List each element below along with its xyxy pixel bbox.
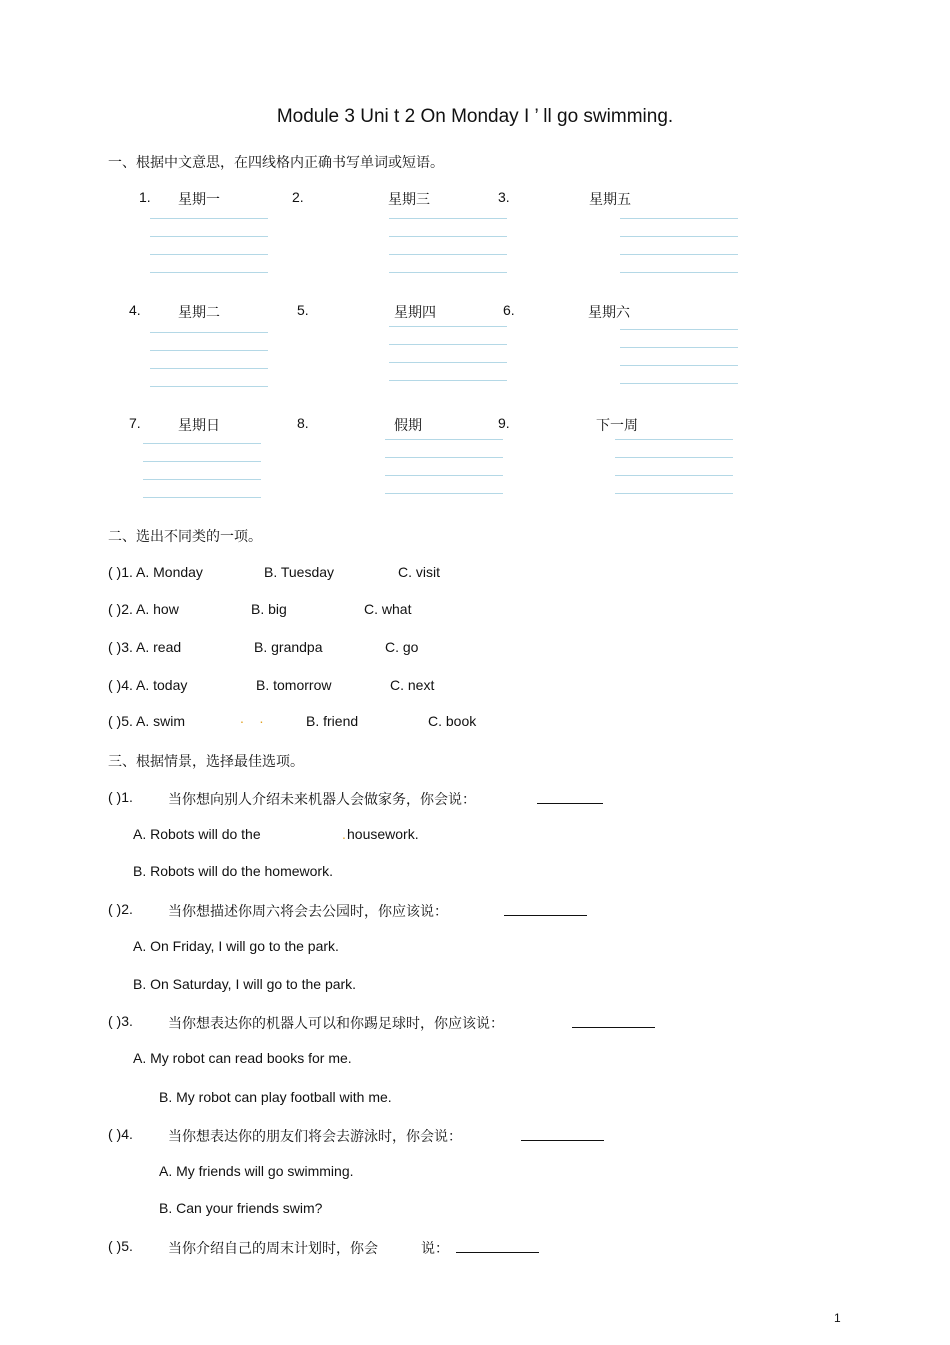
question-number: ( )4.: [108, 1126, 133, 1142]
item-word: 下一周: [596, 417, 638, 433]
option-b: B. friend: [306, 713, 359, 729]
option-a: A. My robot can read books for me.: [133, 1050, 352, 1066]
page-title: Module 3 Uni t 2 On Monday I ’ ll go swimming.: [276, 106, 674, 127]
four-line-grid[interactable]: [150, 218, 268, 276]
question-number: ( )2.: [108, 901, 133, 917]
question-prefix: ( )5. A. swim: [108, 713, 186, 729]
item-number: 6.: [503, 302, 515, 318]
item-word: 星期日: [178, 417, 220, 433]
question-number: ( )3.: [108, 1013, 133, 1029]
item-number: 3.: [498, 189, 510, 205]
question-prefix: ( )2. A. how: [108, 601, 179, 617]
item-number: 7.: [129, 415, 141, 431]
four-line-grid[interactable]: [150, 332, 268, 390]
four-line-grid[interactable]: [615, 439, 733, 497]
question-number: ( )5.: [108, 1238, 133, 1254]
option-b: B. Tuesday: [264, 564, 335, 580]
question-prompt: 当你想描述你周六将会去公园时，你应该说：: [168, 903, 448, 919]
section-3-heading: 三、根据情景，选择最佳选项。: [108, 753, 304, 769]
option-b: B. big: [251, 601, 287, 617]
four-line-grid[interactable]: [385, 439, 503, 497]
answer-blank[interactable]: [537, 789, 603, 804]
section-1-heading: 一、根据中文意思，在四线格内正确书写单词或短语。: [108, 154, 444, 170]
four-line-grid[interactable]: [389, 218, 507, 276]
option-c: C. visit: [398, 564, 440, 580]
item-word: 星期六: [588, 304, 630, 320]
answer-blank[interactable]: [572, 1013, 655, 1028]
stray-dot: .: [342, 826, 346, 842]
question-prompt: 当你想表达你的朋友们将会去游泳时，你会说：: [168, 1128, 462, 1144]
four-line-grid[interactable]: [143, 443, 261, 501]
stray-dot: . .: [240, 710, 264, 726]
item-number: 5.: [297, 302, 309, 318]
option-c: C. go: [385, 639, 419, 655]
item-word: 星期一: [178, 191, 220, 207]
four-line-grid[interactable]: [620, 329, 738, 387]
item-number: 8.: [297, 415, 309, 431]
item-word: 假期: [394, 417, 422, 433]
answer-blank[interactable]: [456, 1238, 539, 1253]
option-b: B. Robots will do the homework.: [133, 863, 333, 879]
four-line-grid[interactable]: [620, 218, 738, 276]
option-a: A. My friends will go swimming.: [159, 1163, 354, 1179]
option-a: A. On Friday, I will go to the park.: [133, 938, 339, 954]
item-word: 星期五: [589, 191, 631, 207]
item-word: 星期四: [394, 304, 436, 320]
question-prompt-cont: 说：: [421, 1240, 449, 1256]
item-number: 4.: [129, 302, 141, 318]
option-b: B. grandpa: [254, 639, 323, 655]
option-c: C. book: [428, 713, 477, 729]
question-prompt: 当你想表达你的机器人可以和你踢足球时，你应该说：: [168, 1015, 504, 1031]
option-b: B. On Saturday, I will go to the park.: [133, 976, 357, 992]
item-number: 9.: [498, 415, 510, 431]
option-b: B. tomorrow: [256, 677, 332, 693]
question-number: ( )1.: [108, 789, 133, 805]
option-c: C. next: [390, 677, 435, 693]
question-prefix: ( )3. A. read: [108, 639, 182, 655]
option-a: A. Robots will do the: [133, 826, 261, 842]
option-c: C. what: [364, 601, 412, 617]
question-prompt: 当你介绍自己的周末计划时，你会: [168, 1240, 378, 1256]
option-b: B. Can your friends swim?: [159, 1200, 323, 1216]
item-word: 星期二: [178, 304, 220, 320]
question-prefix: ( )1. A. Monday: [108, 564, 203, 580]
question-prompt: 当你想向别人介绍未来机器人会做家务，你会说：: [168, 791, 476, 807]
page-number: 1: [834, 1311, 841, 1325]
answer-blank[interactable]: [504, 901, 587, 916]
item-number: 2.: [292, 189, 304, 205]
four-line-grid[interactable]: [389, 326, 507, 384]
question-prefix: ( )4. A. today: [108, 677, 188, 693]
answer-blank[interactable]: [521, 1126, 604, 1141]
section-2-heading: 二、选出不同类的一项。: [108, 528, 262, 544]
option-a-cont: housework.: [347, 826, 419, 842]
item-word: 星期三: [388, 191, 430, 207]
option-b: B. My robot can play football with me.: [159, 1089, 392, 1105]
item-number: 1.: [139, 189, 151, 205]
